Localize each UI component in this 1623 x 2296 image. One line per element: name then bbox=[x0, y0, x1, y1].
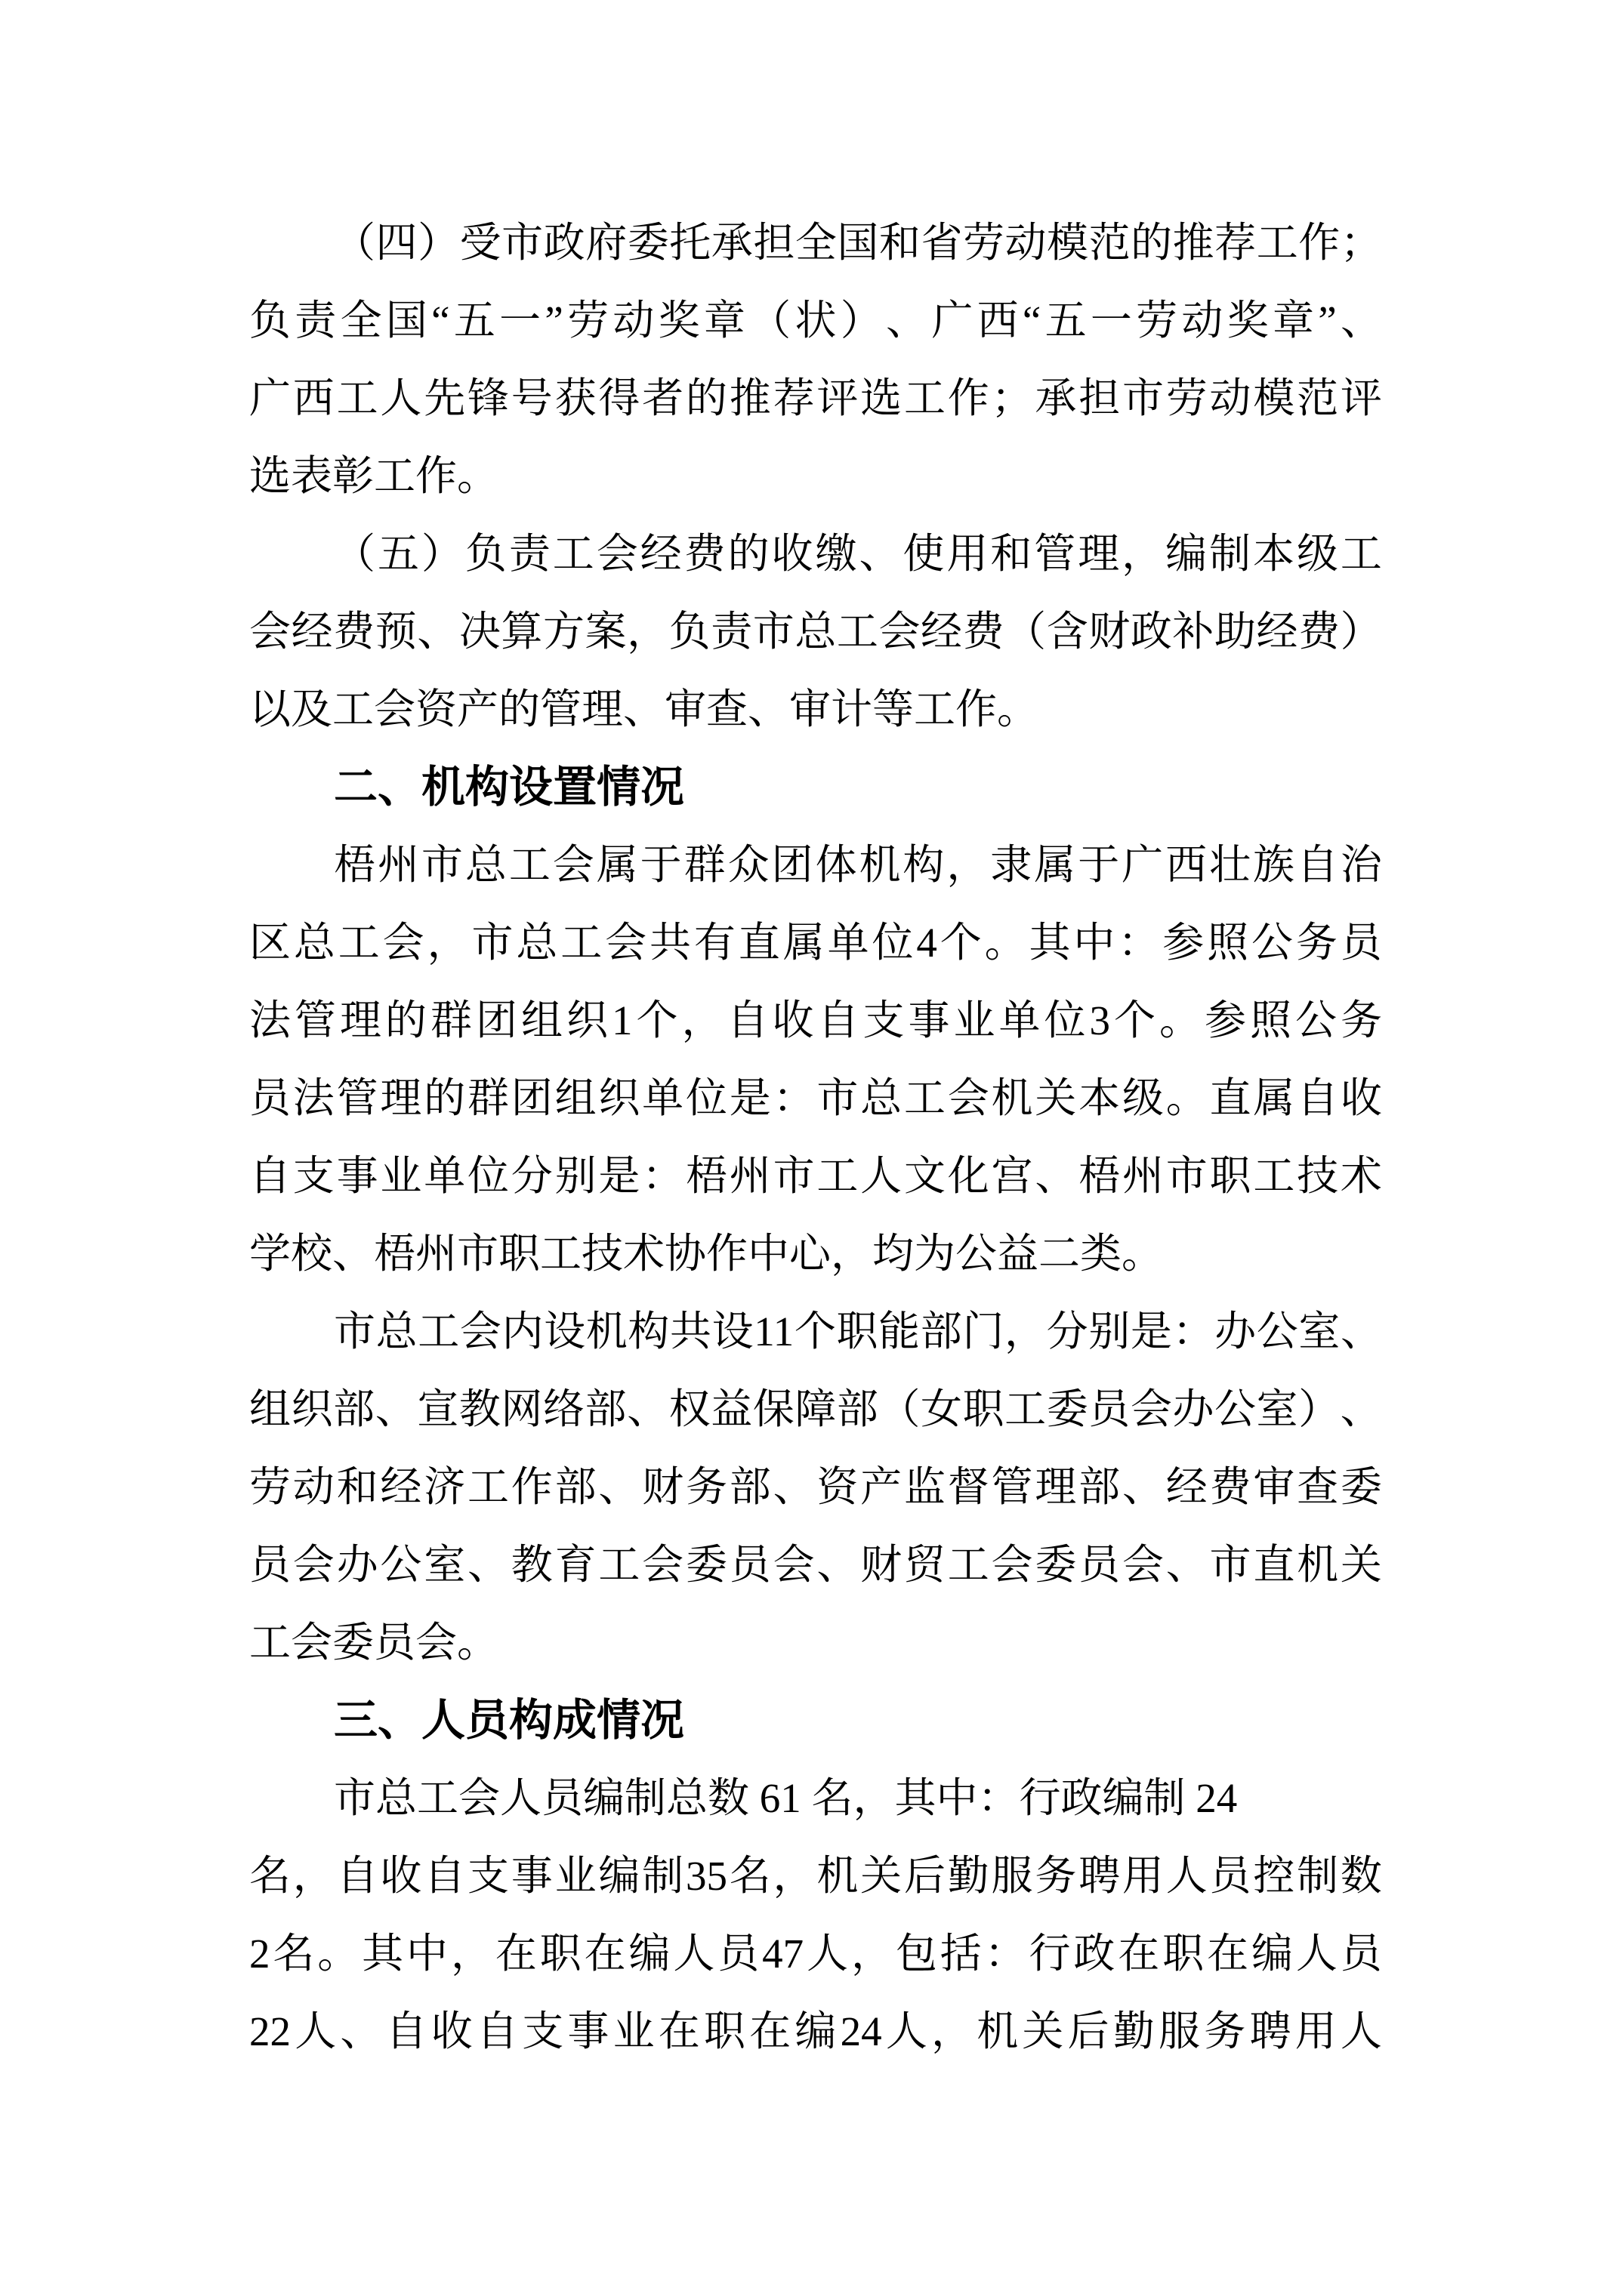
section-heading bbox=[249, 748, 1382, 826]
document-content bbox=[249, 204, 1382, 2070]
text-line: 名 ， 自 收 自 支 事 业 编 制 35 名 ， 机 关 后 勤 服 务 聘 用 人 员 控 制 数 bbox=[249, 1853, 1382, 1899]
paragraph bbox=[249, 204, 1382, 515]
text-line: 市总工会人员编制总数 61 名，其中：行政编制 24 bbox=[334, 1775, 1238, 1821]
text-line: （ 四 ） 受 市 政 府 委 托 承 担 全 国 和 省 劳 动 模 范 的 推 荐 工 作 ； bbox=[334, 220, 1382, 266]
text-line: 组 织 部 、 宣 教 网 络 部 、 权 益 保 障 部 （ 女 职 工 委 员 会 办 公 室 ） 、 bbox=[249, 1386, 1382, 1432]
text-line: 以及工会资产的管理、审查、审计等工作。 bbox=[249, 686, 1039, 732]
section-heading bbox=[249, 1681, 1382, 1759]
text-line: 梧 州 市 总 工 会 属 于 群 众 团 体 机 构 ， 隶 属 于 广 西 壮 族 自 治 bbox=[334, 842, 1382, 888]
heading-line: 二、机构设置情况 bbox=[334, 763, 685, 812]
text-line: 自 支 事 业 单 位 分 别 是 ： 梧 州 市 工 人 文 化 宫 、 梧 州 市 职 工 技 术 bbox=[249, 1153, 1382, 1199]
text-line: 选表彰工作。 bbox=[249, 453, 499, 499]
text-line: 区 总 工 会 ， 市 总 工 会 共 有 直 属 单 位 4 个 。 其 中 ： 参 照 公 务 员 bbox=[249, 920, 1382, 966]
paragraph bbox=[249, 515, 1382, 748]
text-line: 员 会 办 公 室 、 教 育 工 会 委 员 会 、 财 贸 工 会 委 员 会 、 市 直 机 关 bbox=[249, 1542, 1382, 1588]
text-line: 22 人 、 自 收 自 支 事 业 在 职 在 编 24 人 ， 机 关 后 勤 服 务 聘 用 人 bbox=[249, 2008, 1382, 2054]
text-line: 2 名 。 其 中 ， 在 职 在 编 人 员 47 人 ， 包 括 ： 行 政 在 职 在 编 人 员 bbox=[249, 1931, 1382, 1977]
text-line: 工会委员会。 bbox=[249, 1620, 499, 1666]
paragraph bbox=[249, 826, 1382, 1293]
heading-line: 三、人员构成情况 bbox=[334, 1696, 685, 1745]
text-line: 市 总 工 会 内 设 机 构 共 设 11 个 职 能 部 门 ， 分 别 是 ： 办 公 室 、 bbox=[334, 1308, 1382, 1354]
text-line: （ 五 ） 负 责 工 会 经 费 的 收 缴 、 使 用 和 管 理 ， 编 制 本 级 工 bbox=[334, 531, 1382, 577]
text-line: 法 管 理 的 群 团 组 织 1 个 ， 自 收 自 支 事 业 单 位 3 个 。 参 照 公 务 bbox=[249, 997, 1382, 1043]
paragraph bbox=[249, 1293, 1382, 1681]
text-line: 负 责 全 国 “ 五 一 ” 劳 动 奖 章 （ 状 ） 、 广 西 “ 五 一 劳 动 奖 章 ” 、 bbox=[249, 297, 1382, 344]
text-line: 员 法 管 理 的 群 团 组 织 单 位 是 ： 市 总 工 会 机 关 本 级 。 直 属 自 收 bbox=[249, 1075, 1382, 1121]
text-line: 学校、梧州市职工技术协作中心，均为公益二类。 bbox=[249, 1231, 1164, 1277]
text-line: 会 经 费 预 、 决 算 方 案 ， 负 责 市 总 工 会 经 费 （ 含 财 政 补 助 经 费 ） bbox=[249, 609, 1382, 655]
text-line: 劳 动 和 经 济 工 作 部 、 财 务 部 、 资 产 监 督 管 理 部 、 经 费 审 查 委 bbox=[249, 1464, 1382, 1510]
text-line: 广 西 工 人 先 锋 号 获 得 者 的 推 荐 评 选 工 作 ； 承 担 市 劳 动 模 范 评 bbox=[249, 375, 1382, 421]
paragraph bbox=[249, 1759, 1382, 2070]
